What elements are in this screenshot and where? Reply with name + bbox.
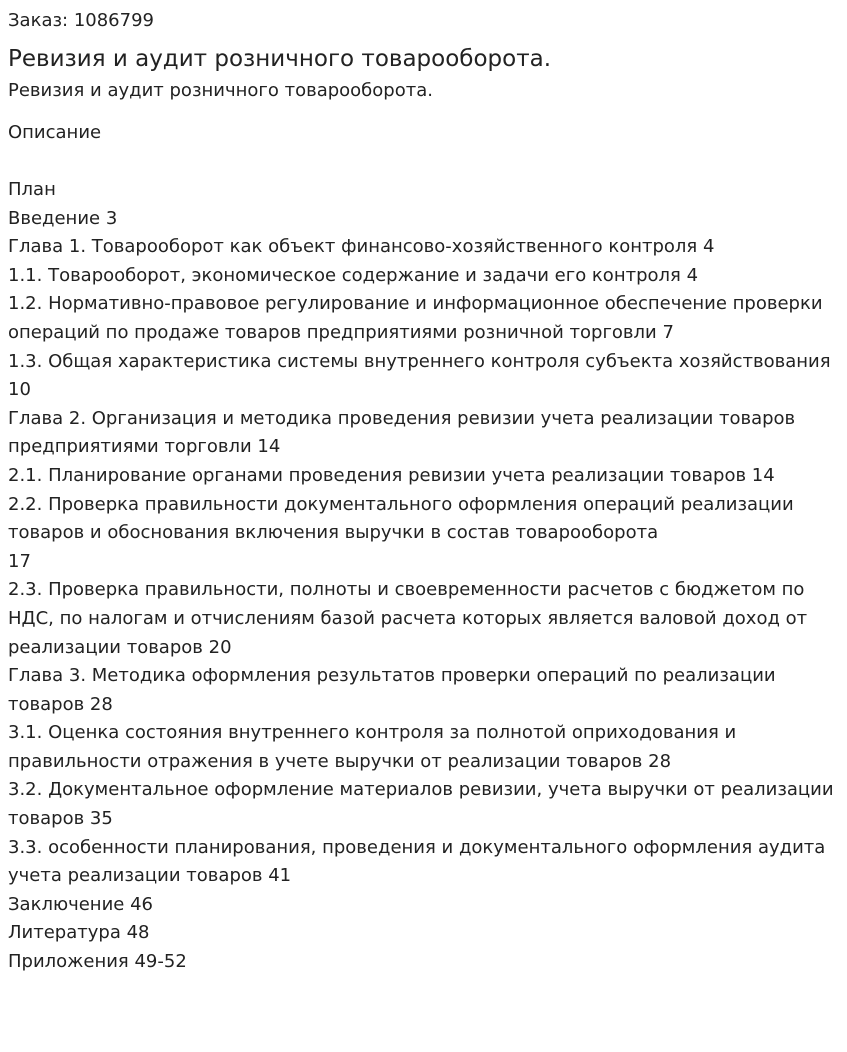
plan-line: 2.1. Планирование органами проведения ревизии учета реализации товаров 14 bbox=[8, 464, 775, 486]
plan-line: Заключение 46 bbox=[8, 893, 153, 915]
page-title: Ревизия и аудит розничного товарооборота. bbox=[8, 46, 552, 72]
plan-line: Глава 1. Товарооборот как объект финансово-хозяйственного контроля 4 bbox=[8, 236, 715, 258]
plan-line: 2.3. Проверка правильности, полноты и своевременности расчетов с бюджетом по НДС, по налогам и отчислениям базой расчета которых является валовой доход от реализации товаров 20 bbox=[8, 579, 808, 658]
page-subtitle: Ревизия и аудит розничного товарооборота. bbox=[8, 80, 433, 101]
plan-line: Глава 2. Организация и методика проведения ревизии учета реализации товаров предприятиями торговли 14 bbox=[8, 407, 796, 458]
plan-line: 1.2. Нормативно-правовое регулирование и информационное обеспечение проверки операций по продаже товаров предприятиями розничной торговли 7 bbox=[8, 293, 823, 343]
plan-line: 1.3. Общая характеристика системы внутреннего контроля субъекта хозяйствования 10 bbox=[8, 350, 831, 401]
plan-line: 1.1. Товарооборот, экономическое содержание и задачи его контроля 4 bbox=[8, 264, 699, 286]
plan-line: Приложения 49-52 bbox=[8, 951, 187, 973]
plan-line: 2.2. Проверка правильности документального оформления операций реализации товаров и обоснования включения выручки в состав товарооборота bbox=[8, 493, 794, 544]
plan-line: Введение 3 bbox=[8, 207, 118, 229]
plan-line: Литература 48 bbox=[8, 922, 150, 944]
plan-line: 3.3. особенности планирования, проведения и документального оформления аудита учета реализации товаров 41 bbox=[8, 836, 826, 887]
description-heading: Описание bbox=[8, 122, 102, 143]
plan-line: 17 bbox=[8, 550, 31, 572]
plan-line: Глава 3. Методика оформления результатов проверки операций по реализации товаров 28 bbox=[8, 665, 776, 715]
order-number: Заказ: 1086799 bbox=[8, 10, 154, 31]
plan-line: План bbox=[8, 179, 56, 200]
plan-list bbox=[8, 176, 839, 977]
plan-line: 3.1. Оценка состояния внутреннего контроля за полнотой оприходования и правильности отражения в учете выручки от реализации товаров 28 bbox=[8, 722, 737, 772]
plan-line: 3.2. Документальное оформление материалов ревизии, учета выручки от реализации товаров 35 bbox=[8, 779, 834, 830]
